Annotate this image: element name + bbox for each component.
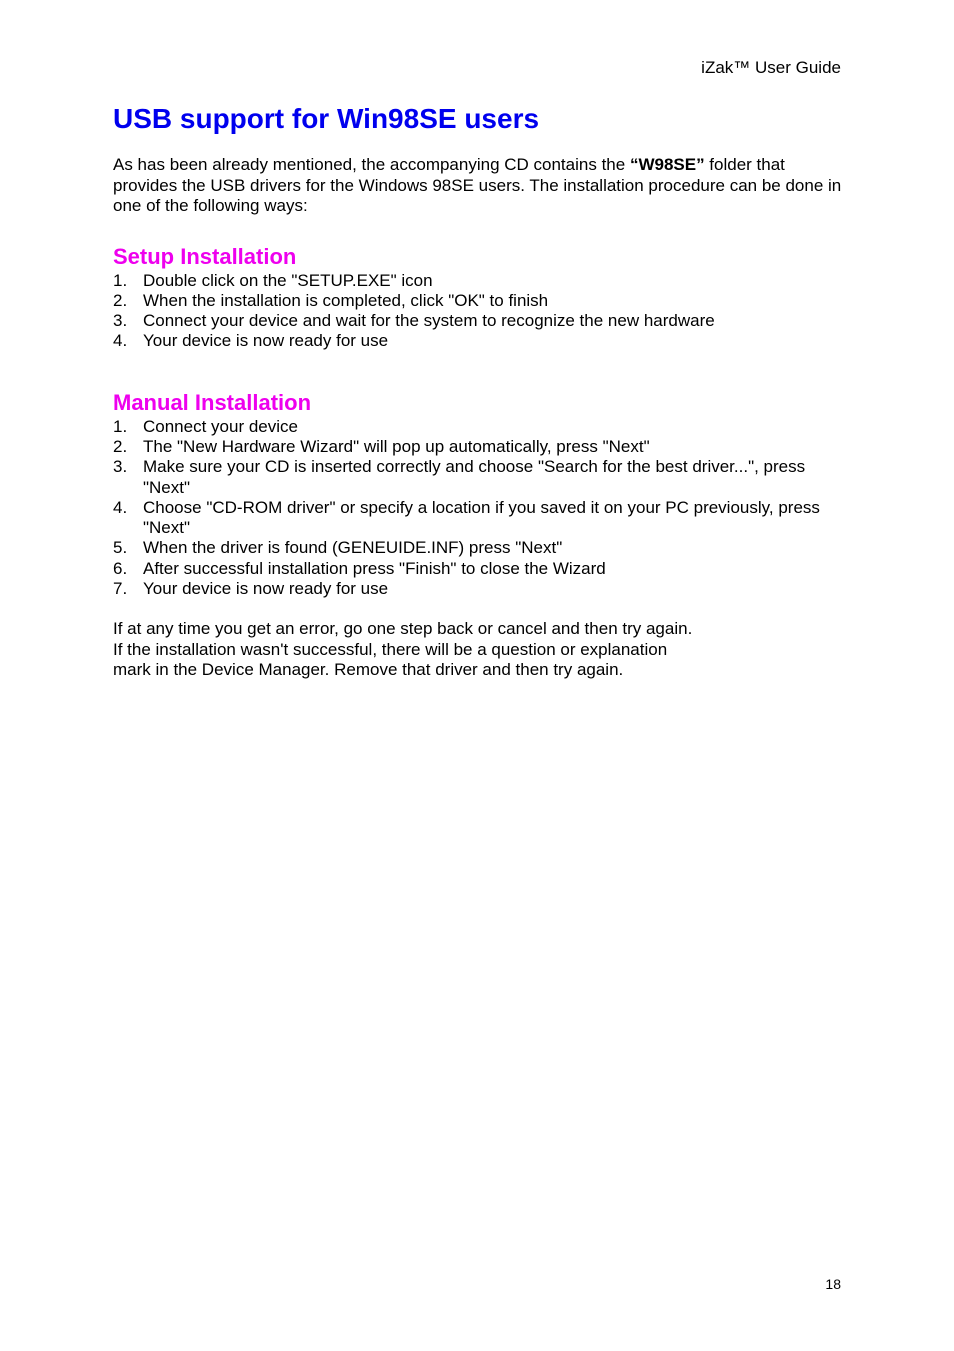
step-number: 1. <box>113 270 128 290</box>
step-text: Make sure your CD is inserted correctly and choose "Search for the best driver...", press "Next" <box>143 457 806 497</box>
list-item <box>113 457 843 498</box>
troubleshooting-paragraph <box>113 619 843 681</box>
step-number: 4. <box>113 497 128 517</box>
step-text: Your device is now ready for use <box>143 331 389 351</box>
list-item <box>113 579 843 599</box>
step-number: 2. <box>113 436 128 456</box>
intro-folder-name: “W98SE” <box>629 155 705 174</box>
step-number: 1. <box>113 416 128 436</box>
setup-installation-heading: Setup Installation <box>113 243 297 269</box>
list-item <box>113 311 843 331</box>
step-text: Double click on the "SETUP.EXE" icon <box>143 270 433 290</box>
troubleshooting-line-3: mark in the Device Manager. Remove that driver and then try again. <box>113 660 624 680</box>
list-item <box>113 498 843 539</box>
list-item <box>113 271 843 291</box>
intro-paragraph <box>113 155 843 217</box>
intro-text-after: folder that provides the USB drivers for the Windows 98SE users. The installation procedure can be done in one of the following ways: <box>113 155 842 215</box>
troubleshooting-line-1: If at any time you get an error, go one step back or cancel and then try again. <box>113 619 693 639</box>
step-text: Connect your device and wait for the system to recognize the new hardware <box>143 311 715 331</box>
running-header: iZak™ User Guide <box>701 58 841 77</box>
step-number: 3. <box>113 457 128 477</box>
step-number: 2. <box>113 290 128 310</box>
list-item <box>113 331 843 351</box>
page-number: 18 <box>825 1276 841 1292</box>
list-item <box>113 538 843 558</box>
step-text: Connect your device <box>143 416 298 436</box>
intro-text-before: As has been already mentioned, the accompanying CD contains the <box>113 155 630 174</box>
step-number: 3. <box>113 311 128 331</box>
step-text: Your device is now ready for use <box>143 579 389 599</box>
list-item <box>113 559 843 579</box>
troubleshooting-line-2: If the installation wasn't successful, there will be a question or explanation <box>113 639 668 659</box>
step-text: Choose "CD-ROM driver" or specify a location if you saved it on your PC previously, press "Next" <box>143 497 820 538</box>
step-text: After successful installation press "Finish" to close the Wizard <box>143 558 606 578</box>
list-item <box>113 291 843 311</box>
step-text: When the installation is completed, click "OK" to finish <box>143 290 549 310</box>
list-item <box>113 417 843 437</box>
page-title: USB support for Win98SE users <box>113 103 540 134</box>
manual-installation-heading: Manual Installation <box>113 389 312 415</box>
page-content <box>113 99 843 681</box>
setup-steps-list <box>113 271 843 352</box>
manual-steps-list <box>113 417 843 600</box>
step-text: The "New Hardware Wizard" will pop up automatically, press "Next" <box>143 436 650 456</box>
step-text: When the driver is found (GENEUIDE.INF) press "Next" <box>143 538 563 558</box>
step-number: 5. <box>113 538 128 558</box>
step-number: 6. <box>113 558 128 578</box>
list-item <box>113 437 843 457</box>
step-number: 7. <box>113 579 128 599</box>
step-number: 4. <box>113 331 128 351</box>
